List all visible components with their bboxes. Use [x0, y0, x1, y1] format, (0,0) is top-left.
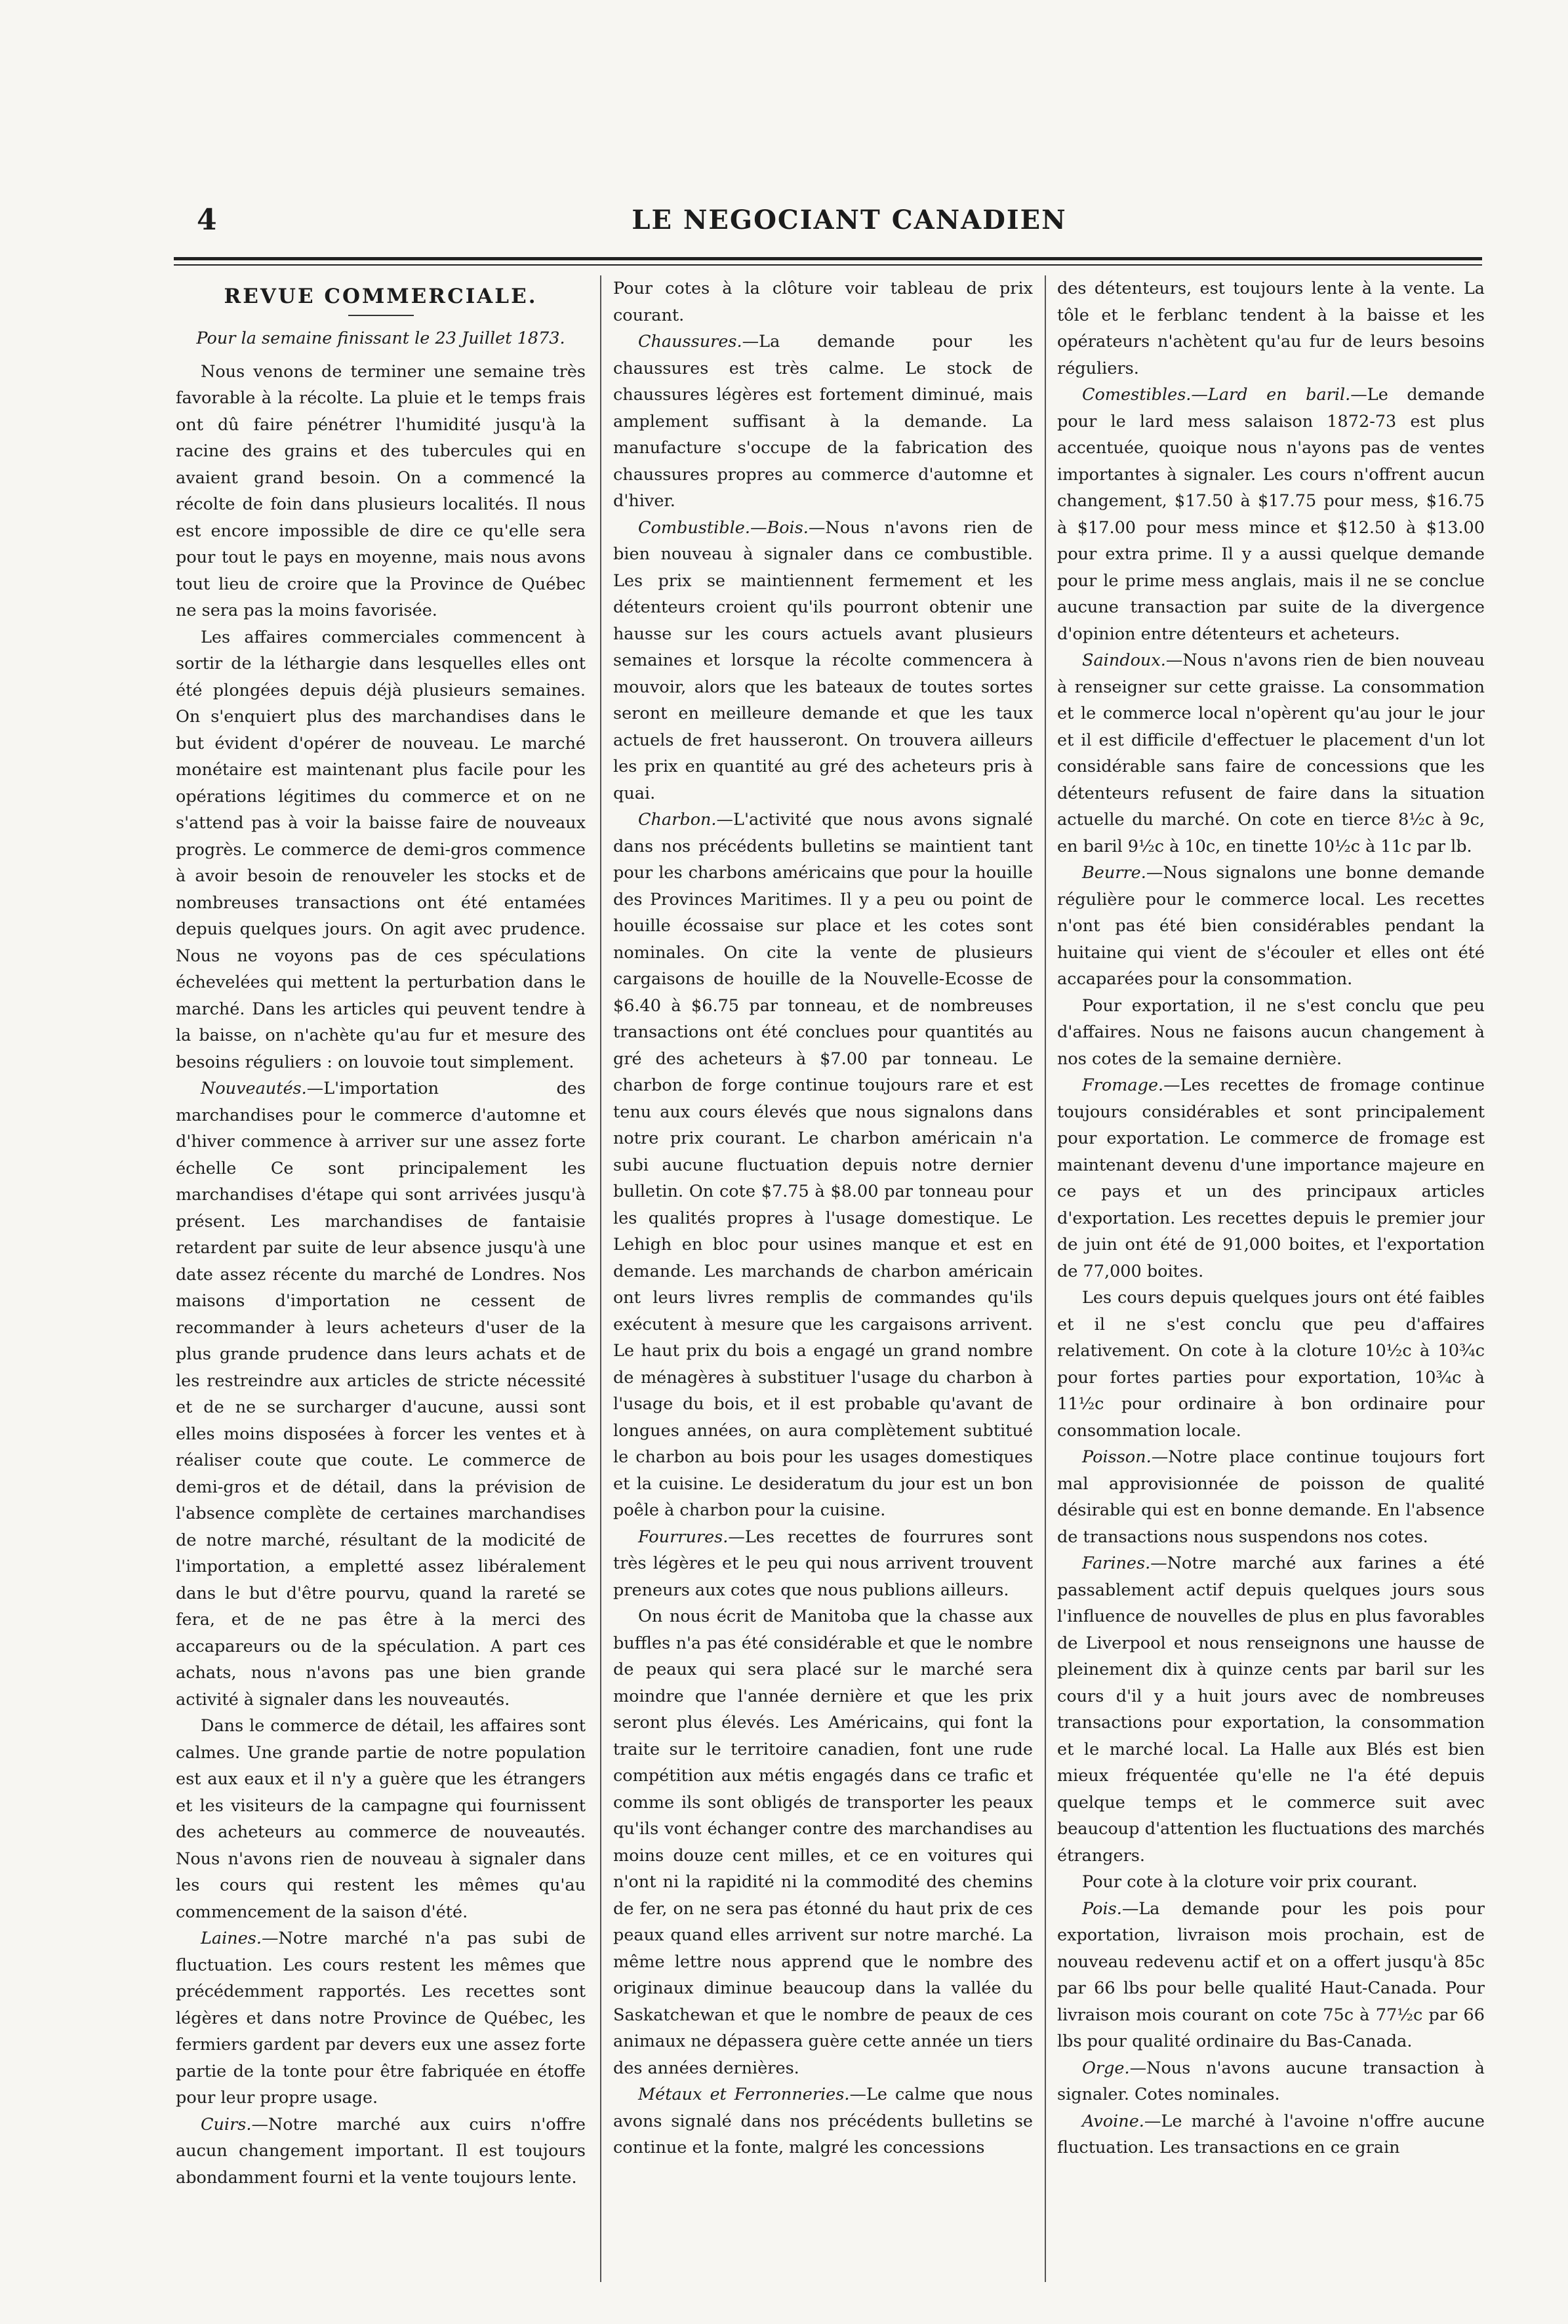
article-paragraph [1057, 275, 1485, 382]
rubric-heading: Combustible.—Bois. [638, 517, 809, 538]
article-paragraph [1057, 1444, 1485, 1550]
paragraph-text: Pour exportation, il ne s'est conclu que peu d'affaires. Nous ne faisons aucun changement à nos cotes de la semaine dernière. [1057, 995, 1485, 1069]
rubric-heading: Saindoux. [1082, 651, 1166, 670]
paragraph-text: —Les recettes de fromage continue toujours considérables et sont principalement pour exportation. Le commerce de fromage est maintenant devenu d'une importance majeure en ce pays et un des principaux articles d'exportation. Les recettes depuis le premier jour de juin ont été de 91,000 boites, et l'exportation de 77,000 boites. [1057, 1075, 1485, 1281]
article-paragraph [613, 807, 1033, 1524]
paragraph-text: —Les recettes de fourrures sont très légères et le peu qui nous arrivent trouvent preneurs aux cotes que nous publions ailleurs. [613, 1527, 1033, 1600]
article-paragraph [176, 1925, 586, 2112]
rubric-heading: Poisson. [1082, 1447, 1152, 1467]
article-paragraph [1057, 1896, 1485, 2055]
header-rule-thick [174, 257, 1482, 260]
rubric-heading: Pois. [1082, 1898, 1122, 1919]
paragraph-text: —Nous signalons une bonne demande régulière pour le commerce local. Les recettes n'ont pas été bien considérables pendant la huitaine qui vient de s'écouler et elles ont été accaparées pour la consommation. [1057, 863, 1485, 989]
rubric-heading: Laines. [201, 1929, 262, 1948]
page-number: 4 [197, 203, 217, 237]
paragraph-text: —Nous n'avons rien de bien nouveau à signaler dans ce combustible. Les prix se maintiennent fermement et les détenteurs croient qu'ils pourront obtenir une hausse sur les cours actuels avant plusieurs semaines et lorsque la récolte commencera à mouvoir, alors que les bateaux de toutes sortes seront en meilleure demande et que les taux actuels de fret hausseront. On trouvera ailleurs les prix en quantité au gré des acheteurs pris à quai. [613, 517, 1033, 803]
article-paragraph [176, 1713, 586, 1925]
article-paragraph [1057, 1285, 1485, 1444]
paragraph-text: Pour cotes à la clôture voir tableau de prix courant. [613, 279, 1033, 325]
article-paragraph [613, 1603, 1033, 2081]
column-1 [176, 275, 586, 2295]
column-1-text [176, 359, 586, 2192]
rubric-heading: Fourrures. [638, 1527, 729, 1547]
paragraph-text: —Notre place continue toujours fort mal approvisionnée de poisson de qualité désirable qui est en bonne demande. En l'absence de transactions nous suspendons nos cotes. [1057, 1447, 1485, 1547]
column-2 [613, 275, 1033, 2295]
title-rule [348, 315, 414, 316]
article-paragraph [1057, 2108, 1485, 2161]
journal-title: LE NEGOCIANT CANADIEN [632, 205, 1067, 235]
rubric-heading: Farines. [1082, 1553, 1151, 1573]
article-paragraph [1057, 860, 1485, 993]
paragraph-text: —Nous n'avons rien de bien nouveau à renseigner sur cette graisse. La consommation et le commerce local n'opèrent qu'au jour le jour et il est difficile d'effectuer le placement d'un lot considérable sans faire de concessions que les détenteurs refusent de faire dans la situation actuelle du marché. On cote en tierce 8½c à 9c, en baril 9½c à 10c, en tinette 10½c à 11c par lb. [1057, 651, 1485, 856]
article-paragraph [613, 275, 1033, 329]
rubric-heading: Cuirs. [201, 2114, 252, 2134]
column-3 [1057, 275, 1485, 2295]
paragraph-text: On nous écrit de Manitoba que la chasse aux buffles n'a pas été considérable et que le nombre de peaux qui sera placé sur le marché sera moindre que l'année dernière et que les prix seront plus élevés. Les Américains, qui font la traite sur le territoire canadien, font une rude compétition aux métis engagés dans ce trafic et comme ils sont obligés de transporter les peaux qu'ils vont échanger contre des marchandises au moins douze cent milles, et ce en voitures qui n'ont ni la rapidité ni la commodité des chemins de fer, on ne sera pas étonné du haut prix de ces peaux quand elles arrivent sur notre marché. La même lettre nous apprend que le nombre des originaux diminue beaucoup dans la vallée du Saskatchewan et que le nombre de peaux de ces animaux ne dépassera guère cette année un tiers des années dernières. [613, 1607, 1033, 2078]
rubric-heading: Avoine. [1082, 2111, 1144, 2131]
rubric-heading: Chaussures. [638, 332, 742, 351]
rubric-heading: Comestibles.—Lard en baril. [1082, 385, 1351, 405]
rubric-heading: Charbon. [638, 810, 717, 830]
article-paragraph [613, 329, 1033, 515]
page-header [197, 203, 1502, 243]
article-paragraph [1057, 2055, 1485, 2108]
column-3-text [1057, 275, 1485, 2161]
paragraph-text: —Notre marché n'a pas subi de fluctuation. Les cours restent les mêmes que précédemment rapportés. Les recettes sont légères et dans notre Province de Québec, les fermiers gardent par devers eux une assez forte partie de la tonte pour être fabriquée en étoffe pour leur propre usage. [176, 1929, 586, 2108]
paragraph-text: —Notre marché aux cuirs n'offre aucun changement important. Il est toujours abondamment fourni et la vente toujours lente. [176, 2114, 586, 2188]
paragraph-text: des détenteurs, est toujours lente à la vente. La tôle et le ferblanc tendent à la baisse et les opérateurs n'achètent qu'au fur de leurs besoins réguliers. [1057, 279, 1485, 378]
rubric-heading: Beurre. [1082, 863, 1146, 883]
paragraph-text: Nous venons de terminer une semaine très favorable à la récolte. La pluie et le temps frais ont dû faire pénétrer l'humidité jusqu'à la racine des grains et des tubercules qui en avaient grand besoin. On a commencé la récolte de foin dans plusieurs localités. Il nous est encore impossible de dire ce qu'elle sera pour tout le pays en moyenne, mais nous avons tout lieu de croire que la Province de Québec ne sera pas la moins favorisée. [176, 361, 586, 620]
article-paragraph [1057, 647, 1485, 860]
column-divider-1 [600, 275, 601, 2282]
article-paragraph [613, 515, 1033, 807]
paragraph-text: —Le demande pour le lard mess salaison 1872-73 est plus accentuée, quoique nous n'ayons pas de ventes importantes à signaler. Les cours n'offrent aucun changement, $17.50 à $17.75 pour mess, $16.75 à $17.00 pour mess mince et $12.50 à $13.00 pour extra prime. Il y a aussi quelque demande pour le prime mess anglais, mais il ne se conclue aucune transaction par suite de la divergence d'opinion entre détenteurs et acheteurs. [1057, 385, 1485, 644]
article-paragraph [1057, 382, 1485, 647]
paragraph-text: Les cours depuis quelques jours ont été faibles et il ne s'est conclu que peu d'affaires relativement. On cote à la cloture 10½c à 10¾c pour fortes parties pour exportation, 10¾c à 11½c pour ordinaire à bon ordinaire pour consommation locale. [1057, 1288, 1485, 1441]
article-paragraph [176, 1075, 586, 1713]
article-paragraph [176, 2112, 586, 2192]
column-divider-2 [1045, 275, 1046, 2282]
rubric-heading: Nouveautés. [201, 1079, 307, 1098]
article-paragraph [613, 1524, 1033, 1604]
header-rule-thin [174, 264, 1482, 266]
article-paragraph [613, 2081, 1033, 2161]
article-paragraph [1057, 1550, 1485, 1869]
paragraph-text: Les affaires commerciales commencent à sortir de la léthargie dans lesquelles elles ont été plongées depuis déjà plusieurs semaines. On s'enquiert plus des marchandises dans le but évident d'opérer de nouveau. Le marché monétaire est maintenant plus facile pour les opérations légitimes du commerce et on ne s'attend pas à voir la baisse faire de nouveaux progrès. Le commerce de demi-gros commence à avoir besoin de renouveler les stocks et de nombreuses transactions ont été entamées depuis quelques jours. On agit avec prudence. Nous ne voyons pas de ces spéculations échevelées qui mettent la perturbation dans le marché. Dans les articles qui peuvent tendre à la baisse, on n'achète qu'au fur et mesure des besoins réguliers : on louvoie tout simplement. [176, 627, 586, 1072]
column-2-text [613, 275, 1033, 2161]
rubric-heading: Fromage. [1082, 1075, 1164, 1095]
paragraph-text: —Le marché à l'avoine n'offre aucune fluctuation. Les transactions en ce grain [1057, 2111, 1485, 2157]
section-subtitle: Pour la semaine finissant le 23 Juillet 1873. [196, 329, 565, 348]
paragraph-text: Pour cote à la cloture voir prix courant. [1082, 1872, 1418, 1892]
section-title: REVUE COMMERCIALE. [224, 285, 538, 308]
paragraph-text: —Nous n'avons aucune transaction à signaler. Cotes nominales. [1057, 2058, 1485, 2104]
paragraph-text: Dans le commerce de détail, les affaires sont calmes. Une grande partie de notre population est aux eaux et il n'y a guère que les étrangers et les visiteurs de la campagne qui fournissent des acheteurs au commerce de nouveautés. Nous n'avons rien de nouveau à signaler dans les cours qui restent les mêmes qu'au commencement de la saison d'été. [176, 1716, 586, 1922]
article-paragraph [1057, 993, 1485, 1073]
paragraph-text: —L'importation des marchandises pour le commerce d'automne et d'hiver commence à arriver sur une assez forte échelle Ce sont principalement les marchandises d'étape qui sont arrivées jusqu'à présent. Les marchandises de fantaisie retardent par suite de leur absence jusqu'à une date assez récente du marché de Londres. Nos maisons d'importation ne cessent de recommander à leurs acheteurs d'user de la plus grande prudence dans leurs achats et de les restreindre aux articles de stricte nécessité et de ne se surcharger d'aucune, aussi sont elles moins disposées à forcer les ventes et à réaliser coute que coute. Le commerce de demi-gros et de détail, dans la prévision de l'absence complète de certaines marchandises de notre marché, résultant de la modicité de l'importation, a empletté assez libéralement dans le but d'être pourvu, quand la rareté se fera, et de ne pas être à la merci des accapareurs ou de la spéculation. A part ces achats, nous n'avons pas une bien grande activité à signaler dans les nouveautés. [176, 1079, 586, 1710]
rubric-heading: Métaux et Ferronneries. [638, 2085, 850, 2104]
article-paragraph [1057, 1869, 1485, 1896]
paragraph-text: —Le calme que nous avons signalé dans nos précédents bulletins se continue et la fonte, malgré les concessions [613, 2085, 1033, 2157]
paragraph-text: —La demande pour les chaussures est très calme. Le stock de chaussures légères est fortement diminué, mais amplement suffisant à la demande. La manufacture s'occupe de la fabrication des chaussures propres au commerce d'automne et d'hiver. [613, 332, 1033, 511]
paragraph-text: —L'activité que nous avons signalé dans nos précédents bulletins se maintient tant pour les charbons américains que pour la houille des Provinces Maritimes. Il y a peu ou point de houille écossaise sur place et les cotes sont nominales. On cite la vente de plusieurs cargaisons de houille de la Nouvelle-Ecosse de $6.40 à $6.75 par tonneau, et de nombreuses transactions ont été conclues pour quantités au gré des acheteurs à $7.00 par tonneau. Le charbon de forge continue toujours rare et est tenu aux cours élevés que nous signalons dans notre prix courant. Le charbon américain n'a subi aucune fluctuation depuis notre dernier bulletin. On cote $7.75 à $8.00 par tonneau pour les qualités propres à l'usage domestique. Le Lehigh en bloc pour usines manque et est en demande. Les marchands de charbon américain ont leurs livres remplis de commandes qu'ils exécutent à mesure que les cargaisons arrivent. Le haut prix du bois a engagé un grand nombre de ménagères à substituer l'usage du charbon à l'usage du bois, et il est probable qu'avant de longues années, on aura complètement subtitué le charbon au bois pour les usages domestiques et la cuisine. Le desideratum du jour est un bon poêle à charbon pour la cuisine. [613, 810, 1033, 1520]
article-paragraph [176, 624, 586, 1076]
article-paragraph [176, 359, 586, 624]
rubric-heading: Orge. [1082, 2058, 1130, 2078]
paragraph-text: —Notre marché aux farines a été passablement actif depuis quelques jours sous l'influence de nouvelles de plus en plus favorables de Liverpool et nous renseignons une hausse de pleinement dix à quinze cents par baril sur les cours d'il y a huit jours avec de nombreuses transactions pour exportation, la consommation et le marché local. La Halle aux Blés est bien mieux fréquentée qu'elle ne l'a été depuis quelque temps et le commerce suit avec beaucoup d'attention les fluctuations des marchés étrangers. [1057, 1553, 1485, 1866]
article-paragraph [1057, 1072, 1485, 1285]
paragraph-text: —La demande pour les pois pour exportation, livraison mois prochain, est de nouveau redevenu actif et on a offert jusqu'à 85c par 66 lbs pour belle qualité Haut-Canada. Pour livraison mois courant on cote 75c à 77½c par 66 lbs pour qualité ordinaire du Bas-Canada. [1057, 1898, 1485, 2051]
